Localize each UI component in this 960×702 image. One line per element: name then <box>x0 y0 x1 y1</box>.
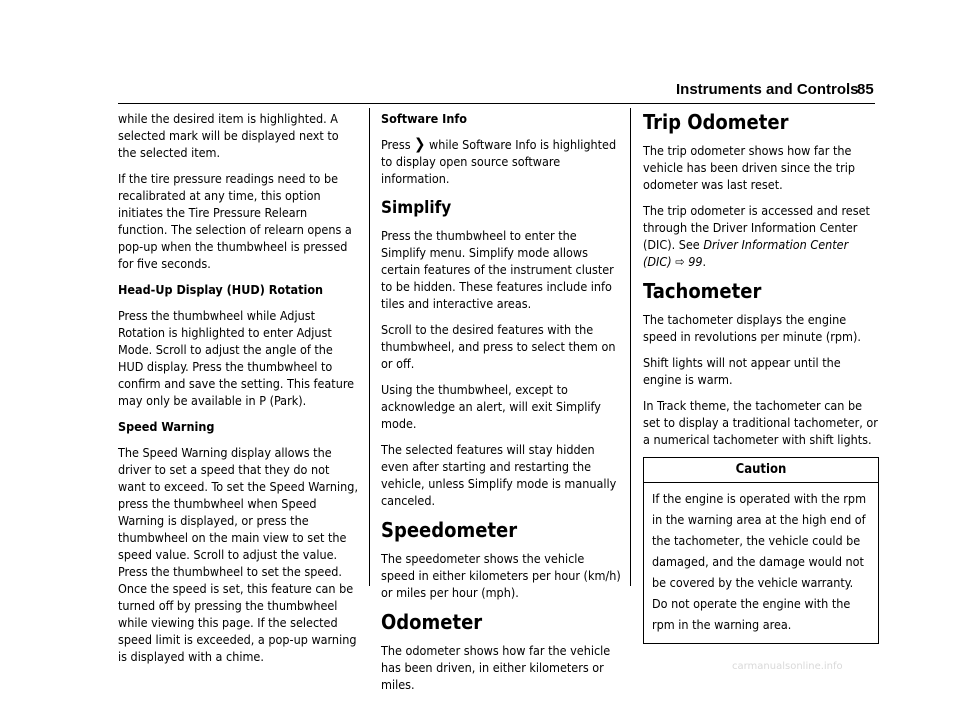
subheading-hud-rotation: Head-Up Display (HUD) Rotation <box>118 282 324 297</box>
right-arrow-icon: ❯ <box>414 135 426 153</box>
subheading-speed-warning: Speed Warning <box>118 419 215 434</box>
page-number: 85 <box>857 81 874 98</box>
paragraph: The tachometer displays the engine speed in revolutions per minute (rpm). <box>643 312 861 344</box>
paragraph-text: The trip odometer is accessed and reset through the Driver Information Center (DIC). See <box>643 203 870 252</box>
heading-odometer: Odometer <box>381 610 483 634</box>
subheading-software-info: Software Info <box>381 111 467 126</box>
paragraph: The odometer shows how far the vehicle has been driven, in either kilometers or miles. <box>381 643 611 692</box>
page-ref-arrow-icon: ⇨ <box>675 254 685 269</box>
paragraph: while the desired item is highlighted. A selected mark will be displayed next to the selected item. <box>118 111 339 160</box>
paragraph: Shift lights will not appear until the engine is warm. <box>643 355 841 387</box>
paragraph: Using the thumbwheel, except to acknowledge an alert, will exit Simplify mode. <box>381 382 601 431</box>
paragraph: The Speed Warning display allows the driver to set a speed that they do not want to exceed. To set the Speed Warning, press the thumbwheel when Speed Warning is displayed, or press the thumbwheel on the main view to set the speed value. Scroll to adjust the value. Press the thumbwheel to set the speed. Once the speed is set, this feature can be turned off by pressing the thumbwheel while viewing this page. If the selected speed limit is exceeded, a pop-up warning is displayed with a chime. <box>118 445 359 664</box>
paragraph: If the tire pressure readings need to be recalibrated at any time, this option initiates the Tire Pressure Relearn function. The selection of relearn opens a pop-up when the thumbwheel is pressed for five seconds. <box>118 171 352 271</box>
paragraph-text: while Software Info is highlighted to display open source software information. <box>381 137 617 186</box>
paragraph <box>381 136 621 187</box>
paragraph: In Track theme, the tachometer can be set to display a traditional tachometer, or a numerical tachometer with shift lights. <box>643 398 878 447</box>
paragraph: Scroll to the desired features with the thumbwheel, and press to select them on or off. <box>381 322 616 371</box>
caution-body: If the engine is operated with the rpm in the warning area at the high end of the tachometer, the vehicle could be damaged, and the damage would not be covered by the vehicle warranty. Do not operate the engine with the rpm in the warning area. <box>652 491 867 632</box>
header-divider <box>118 103 875 104</box>
caution-title: Caution <box>644 458 878 483</box>
heading-trip-odometer: Trip Odometer <box>643 110 789 134</box>
paragraph: The speedometer shows the vehicle speed in either kilometers per hour (km/h) or miles per hour (mph). <box>381 551 621 600</box>
heading-simplify: Simplify <box>381 198 452 218</box>
column-3 <box>643 110 879 644</box>
paragraph: The selected features will stay hidden even after starting and restarting the vehicle, unless Simplify mode is manually canceled. <box>381 442 617 508</box>
cross-reference-title: Driver Information Center (DIC) <box>643 237 849 269</box>
paragraph-text: Press <box>381 137 411 152</box>
paragraph-text: . <box>702 254 707 269</box>
section-title: Instruments and Controls <box>676 81 859 98</box>
column-2 <box>381 110 621 702</box>
watermark: carmanualsonline.info <box>732 661 843 672</box>
heading-tachometer: Tachometer <box>643 279 762 303</box>
column-divider-1 <box>369 108 370 586</box>
cross-reference-page: 99 <box>688 254 703 269</box>
heading-speedometer: Speedometer <box>381 518 518 542</box>
paragraph <box>643 202 879 270</box>
column-1 <box>118 110 360 674</box>
paragraph: The trip odometer shows how far the vehicle has been driven since the trip odometer was last reset. <box>643 143 856 192</box>
paragraph: Press the thumbwheel to enter the Simplify menu. Simplify mode allows certain features of the instrument cluster to be hidden. These features include info tiles and interactive areas. <box>381 228 614 311</box>
caution-box <box>643 457 879 644</box>
column-divider-2 <box>630 108 631 586</box>
paragraph: Press the thumbwheel while Adjust Rotation is highlighted to enter Adjust Mode. Scroll to adjust the angle of the HUD display. Press the thumbwheel to confirm and save the setting. This feature may only be available in P (Park). <box>118 308 355 408</box>
